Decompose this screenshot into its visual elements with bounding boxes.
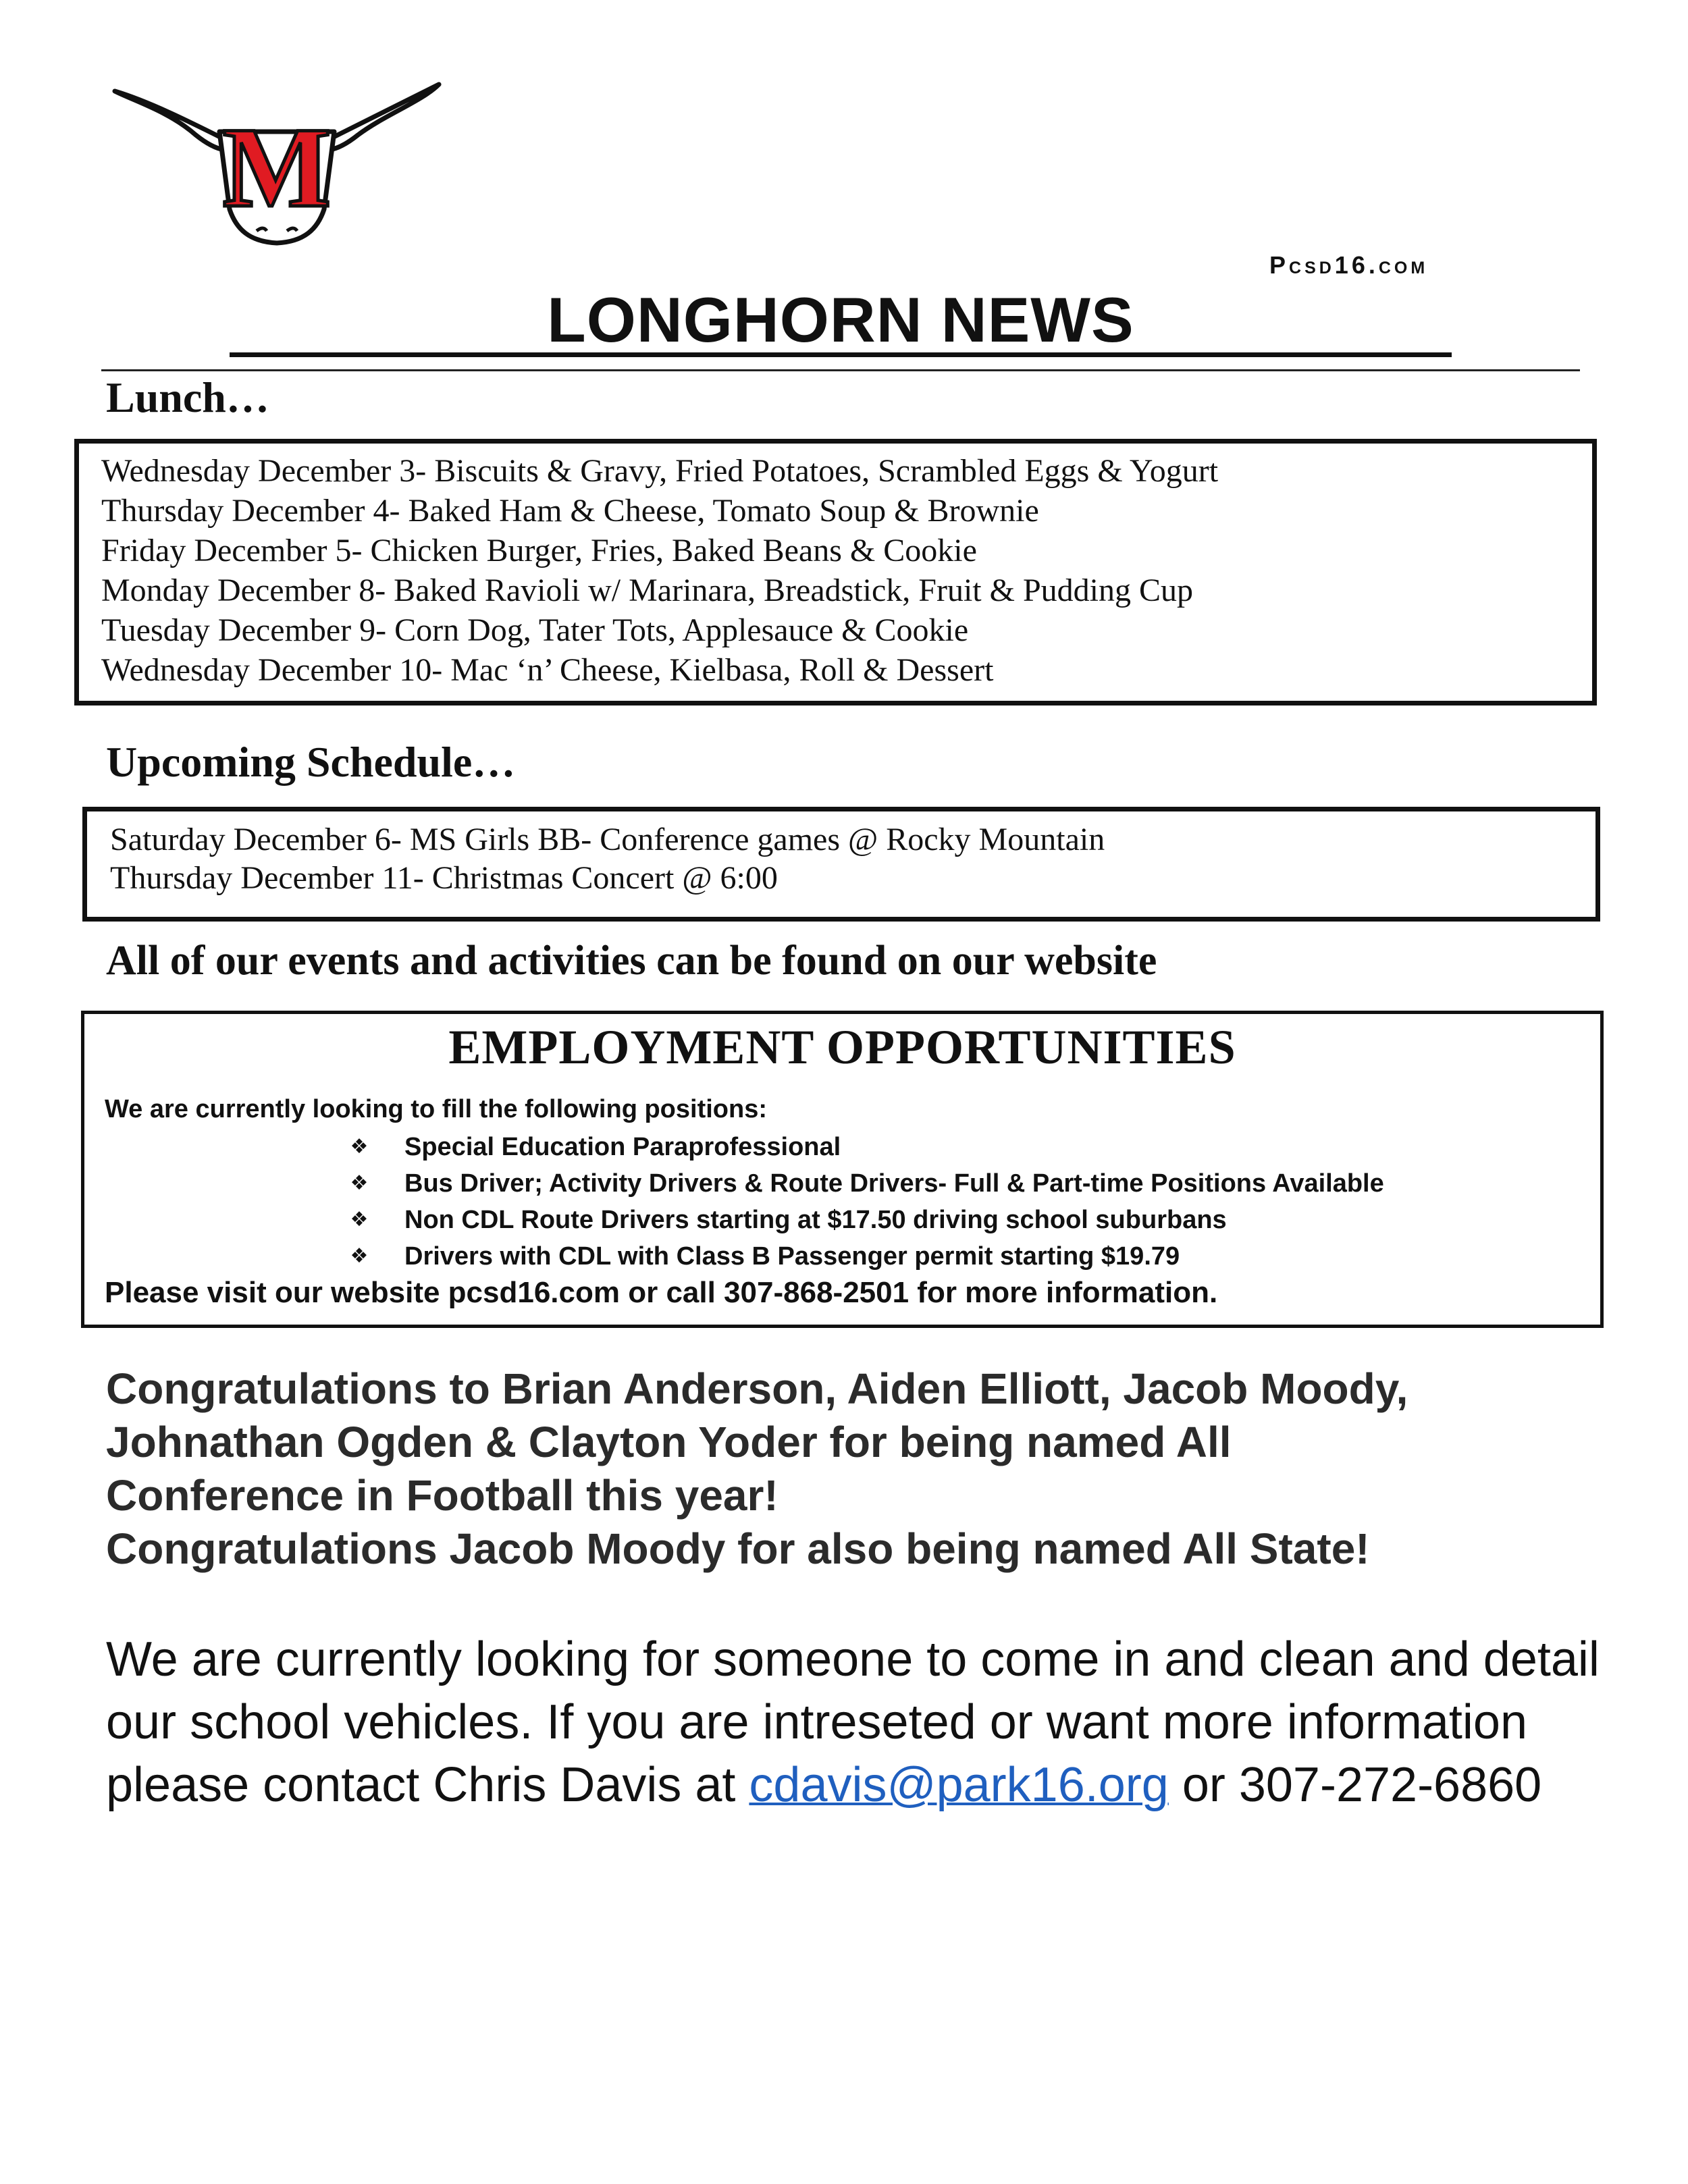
schedule-heading: Upcoming Schedule… (106, 738, 516, 786)
longhorn-logo (108, 74, 446, 250)
congrats-line: Congratulations to Brian Anderson, Aiden Elliott, Jacob Moody, (106, 1364, 1408, 1413)
contact-email-link[interactable]: cdavis@park16.org (749, 1758, 1169, 1812)
lunch-item: Wednesday December 10- Mac ‘n’ Cheese, Kielbasa, Roll & Dessert (101, 652, 994, 688)
congrats-line: Johnathan Ogden & Clayton Yoder for being named All (106, 1418, 1232, 1466)
logo-letter: M (222, 104, 332, 231)
vehicle-cleaning-notice (106, 1628, 1625, 1817)
position-item (348, 1165, 1384, 1202)
notice-line: We are currently looking for someone to come in and clean and detail (106, 1632, 1600, 1686)
position-item (348, 1202, 1384, 1238)
diamond-bullet-icon: ❖ (350, 1172, 369, 1194)
header-divider (101, 369, 1580, 371)
congrats-line: Congratulations Jacob Moody for also being named All State! (106, 1524, 1370, 1573)
lunch-item: Monday December 8- Baked Ravioli w/ Marinara, Breadstick, Fruit & Pudding Cup (101, 572, 1194, 608)
notice-text: or 307-272-6860 (1168, 1758, 1542, 1812)
employment-intro: We are currently looking to fill the following positions: (105, 1095, 768, 1123)
lunch-item: Thursday December 4- Baked Ham & Cheese, Tomato Soup & Brownie (101, 493, 1039, 529)
site-url: Pcsd16.com (1269, 251, 1429, 279)
schedule-item: Thursday December 11- Christmas Concert @ 6:00 (110, 860, 778, 896)
notice-line (106, 1754, 1625, 1817)
positions-list (348, 1129, 1384, 1275)
schedule-item: Saturday December 6- MS Girls BB- Conference games @ Rocky Mountain (110, 822, 1105, 857)
schedule-list (110, 820, 1105, 897)
position-item (348, 1238, 1384, 1275)
lunch-heading: Lunch… (106, 373, 269, 421)
congratulations-block (106, 1362, 1591, 1576)
lunch-menu-list (101, 451, 1218, 690)
lunch-item: Tuesday December 9- Corn Dog, Tater Tots, Applesauce & Cookie (101, 612, 969, 648)
longhorn-logo-icon (108, 74, 446, 250)
lunch-item: Friday December 5- Chicken Burger, Fries, Baked Beans & Cookie (101, 533, 977, 568)
events-note: All of our events and activities can be found on our website (106, 938, 1157, 984)
notice-text: please contact Chris Davis at (106, 1758, 749, 1812)
congrats-line: Conference in Football this year! (106, 1471, 779, 1520)
employment-title: EMPLOYMENT OPPORTUNITIES (448, 1020, 1236, 1074)
diamond-bullet-icon: ❖ (350, 1136, 369, 1158)
position-label: Special Education Paraprofessional (404, 1133, 841, 1161)
position-item (348, 1129, 1384, 1165)
position-label: Non CDL Route Drivers starting at $17.50 driving school suburbans (404, 1206, 1227, 1234)
position-label: Bus Driver; Activity Drivers & Route Drivers- Full & Part-time Positions Available (404, 1169, 1384, 1198)
diamond-bullet-icon: ❖ (350, 1245, 369, 1267)
newsletter-title: LONGHORN NEWS (547, 284, 1134, 355)
diamond-bullet-icon: ❖ (350, 1208, 369, 1231)
employment-contact: Please visit our website pcsd16.com or call 307-868-2501 for more information. (105, 1276, 1218, 1309)
lunch-item: Wednesday December 3- Biscuits & Gravy, Fried Potatoes, Scrambled Eggs & Yogurt (101, 453, 1219, 489)
position-label: Drivers with CDL with Class B Passenger permit starting $19.79 (404, 1242, 1180, 1271)
notice-line: our school vehicles. If you are intreseted or want more information (106, 1695, 1528, 1749)
